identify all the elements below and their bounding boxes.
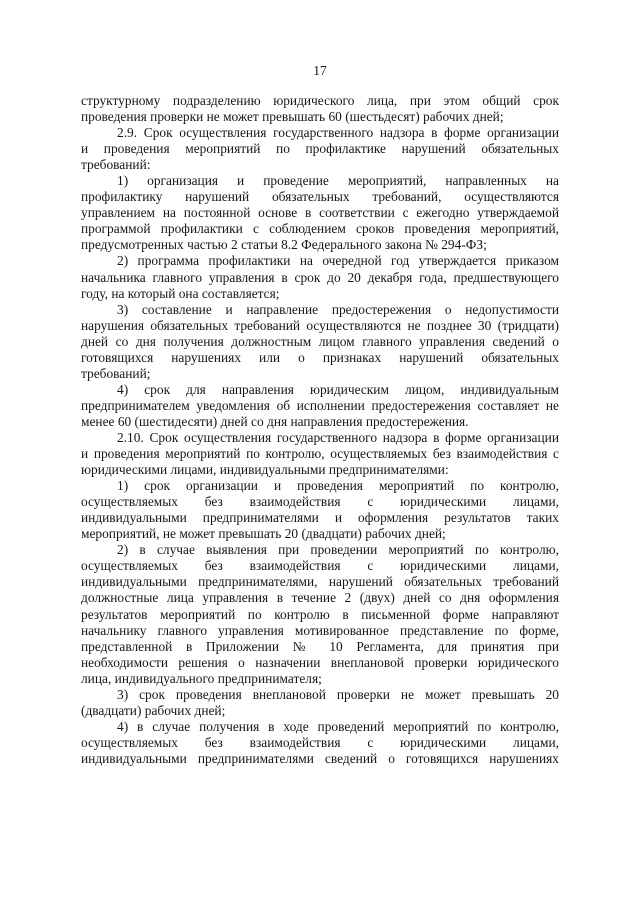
text-line: осуществляемых без взаимодействия с юридическими лицами, [81,558,559,574]
text-line: должностные лица управления в течение 2 (двух) дней со дня оформления [81,590,559,606]
text-line: дней со дня получения должностным лицом главного управления сведений о [81,333,559,349]
text-line: готовящихся нарушениях или о признаках нарушений обязательных [81,349,559,365]
text-line: нарушения обязательных требований осуществляются не позднее 30 (тридцати) [81,317,559,333]
text-line: индивидуальными предпринимателями и оформления результатов таких [81,510,559,526]
text-line: индивидуальными предпринимателями сведений о готовящихся нарушениях [81,750,559,766]
text-line: начальника главного управления в срок до 20 декабря года, предшествующего [81,269,559,285]
text-line: представленной в Приложении № 10 Регламента, для принятия при [81,638,559,654]
text-line: (двадцати) рабочих дней; [81,702,226,718]
text-line: структурному подразделению юридического лица, при этом общий срок [81,93,559,108]
text-line: 2) программа профилактики на очередной год утверждается приказом [117,253,559,269]
body-text [81,93,559,767]
text-line: требований: [81,157,151,173]
text-line: управлением на постоянной основе в соответствии с ежегодно утверждаемой [81,205,559,221]
text-line: 4) срок для направления юридическим лицом, индивидуальным [117,381,559,397]
text-line: 2.10. Срок осуществления государственного надзора в форме организации [117,429,559,445]
text-line: проведения проверки не может превышать 60 (шестьдесят) рабочих дней; [81,109,504,125]
text-line: 3) срок проведения внеплановой проверки не может превышать 20 [117,686,559,702]
text-line: году, на который она составляется; [81,285,280,301]
text-line: программой профилактики с соблюдением сроков проведения мероприятий, [81,221,559,237]
text-line: необходимости решения о назначении внеплановой проверки юридического [81,654,559,670]
text-line: 3) составление и направление предостережения о недопустимости [117,301,559,317]
text-line: мероприятий, не может превышать 20 (двадцати) рабочих дней; [81,526,446,542]
text-line: 2) в случае выявления при проведении мероприятий по контролю, [117,542,559,558]
text-line: требований; [81,365,151,381]
text-line: индивидуальными предпринимателями, нарушений обязательных требований [81,574,559,590]
text-line: предусмотренных частью 2 статьи 8.2 Федерального закона № 294-ФЗ; [81,237,487,253]
text-line: 1) организация и проведение мероприятий, направленных на [117,173,559,189]
text-line: и проведения мероприятий по профилактике нарушений обязательных [81,141,559,157]
text-line: 2.9. Срок осуществления государственного надзора в форме организации [117,125,559,141]
text-line: юридическими лицами, индивидуальными предпринимателями: [81,462,449,478]
text-line: 4) в случае получения в ходе проведений мероприятий по контролю, [117,718,559,734]
text-line: 1) срок организации и проведения мероприятий по контролю, [117,478,559,494]
text-line: предпринимателем уведомления об исполнении предостережения составляет не [81,397,559,413]
text-line: осуществляемых без взаимодействия с юридическими лицами, [81,494,559,510]
text-line: профилактику нарушений обязательных требований, осуществляются [81,189,559,205]
text-line: начальнику главного управления мотивированное представление по форме, [81,622,559,638]
text-line: менее 60 (шестидесяти) дней со дня направления предостережения. [81,413,469,429]
page-number: 17 [313,63,327,78]
text-line: осуществляемых без взаимодействия с юридическими лицами, [81,734,559,750]
text-line: лица, индивидуального предпринимателя; [81,670,322,686]
text-line: результатов мероприятий по контролю в письменной форме направляют [81,606,559,622]
text-line: и проведения мероприятий по контролю, осуществляемых без взаимодействия с [81,446,559,462]
